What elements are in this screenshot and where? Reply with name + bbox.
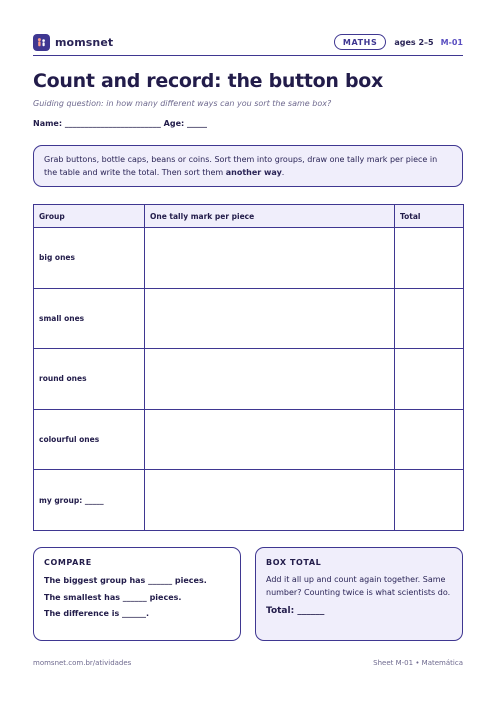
footer-url: momsnet.com.br/atividades xyxy=(33,659,132,667)
page-header xyxy=(33,31,463,53)
tally-cell[interactable] xyxy=(145,288,395,349)
compare-box xyxy=(33,547,241,641)
table-header-row xyxy=(34,205,464,228)
guiding-question: Guiding question: in how many different ways can you sort the same box? xyxy=(33,99,332,108)
tally-cell[interactable] xyxy=(145,470,395,531)
column-header-total: Total xyxy=(395,205,464,228)
tally-cell[interactable] xyxy=(145,409,395,470)
tally-cell[interactable] xyxy=(145,349,395,410)
table-row xyxy=(34,228,464,289)
total-cell[interactable] xyxy=(395,349,464,410)
group-cell: small ones xyxy=(34,288,145,349)
table-row xyxy=(34,349,464,410)
tally-cell[interactable] xyxy=(145,228,395,289)
instructions-end: . xyxy=(281,168,285,177)
group-cell: my group: _____ xyxy=(34,470,145,531)
brand-name: momsnet xyxy=(55,35,114,49)
name-label: Name: xyxy=(33,119,63,128)
page-title: Count and record: the button box xyxy=(33,70,383,92)
box-total-line: Total: ______ xyxy=(266,606,325,616)
compare-heading: COMPARE xyxy=(44,558,92,567)
box-total-heading: BOX TOTAL xyxy=(266,558,322,567)
brand-logo xyxy=(33,34,50,51)
subject-tag: MATHS xyxy=(334,34,386,50)
footer-sheet-info: Sheet M-01 • Matemática xyxy=(373,659,463,667)
group-cell: colourful ones xyxy=(34,409,145,470)
column-header-group: Group xyxy=(34,205,145,228)
compare-line-biggest: The biggest group has ______ pieces. xyxy=(44,576,207,585)
compare-line-smallest: The smallest has ______ pieces. xyxy=(44,592,182,602)
total-cell[interactable] xyxy=(395,288,464,349)
instructions-box xyxy=(33,145,463,187)
age-range: ages 2–5 xyxy=(394,37,434,47)
instructions-text: Grab buttons, bottle caps, beans or coins. Sort them into groups, draw one tally mark per piece in the table and write the total. Then sort them xyxy=(44,155,438,177)
column-header-tally: One tally mark per piece xyxy=(145,205,395,228)
total-cell[interactable] xyxy=(395,409,464,470)
age-field[interactable]: _____ xyxy=(187,119,207,128)
box-total-text: Add it all up and count again together. Same number? Counting twice is what scientists do. xyxy=(266,575,451,597)
table-row xyxy=(34,288,464,349)
group-cell: round ones xyxy=(34,349,145,410)
group-cell: big ones xyxy=(34,228,145,289)
instructions-emphasis: another way xyxy=(225,168,282,177)
sheet-code: M-01 xyxy=(440,37,463,47)
total-cell[interactable] xyxy=(395,228,464,289)
table-row xyxy=(34,409,464,470)
age-label: Age: xyxy=(163,119,185,128)
name-age-line xyxy=(33,119,207,128)
header-divider xyxy=(33,55,463,56)
family-icon xyxy=(36,37,47,48)
table-row xyxy=(34,470,464,531)
compare-line-difference: The difference is ______. xyxy=(44,609,150,618)
box-total-box xyxy=(255,547,463,641)
total-cell[interactable] xyxy=(395,470,464,531)
name-field[interactable]: ________________________ xyxy=(64,119,161,128)
tally-table xyxy=(33,204,464,531)
